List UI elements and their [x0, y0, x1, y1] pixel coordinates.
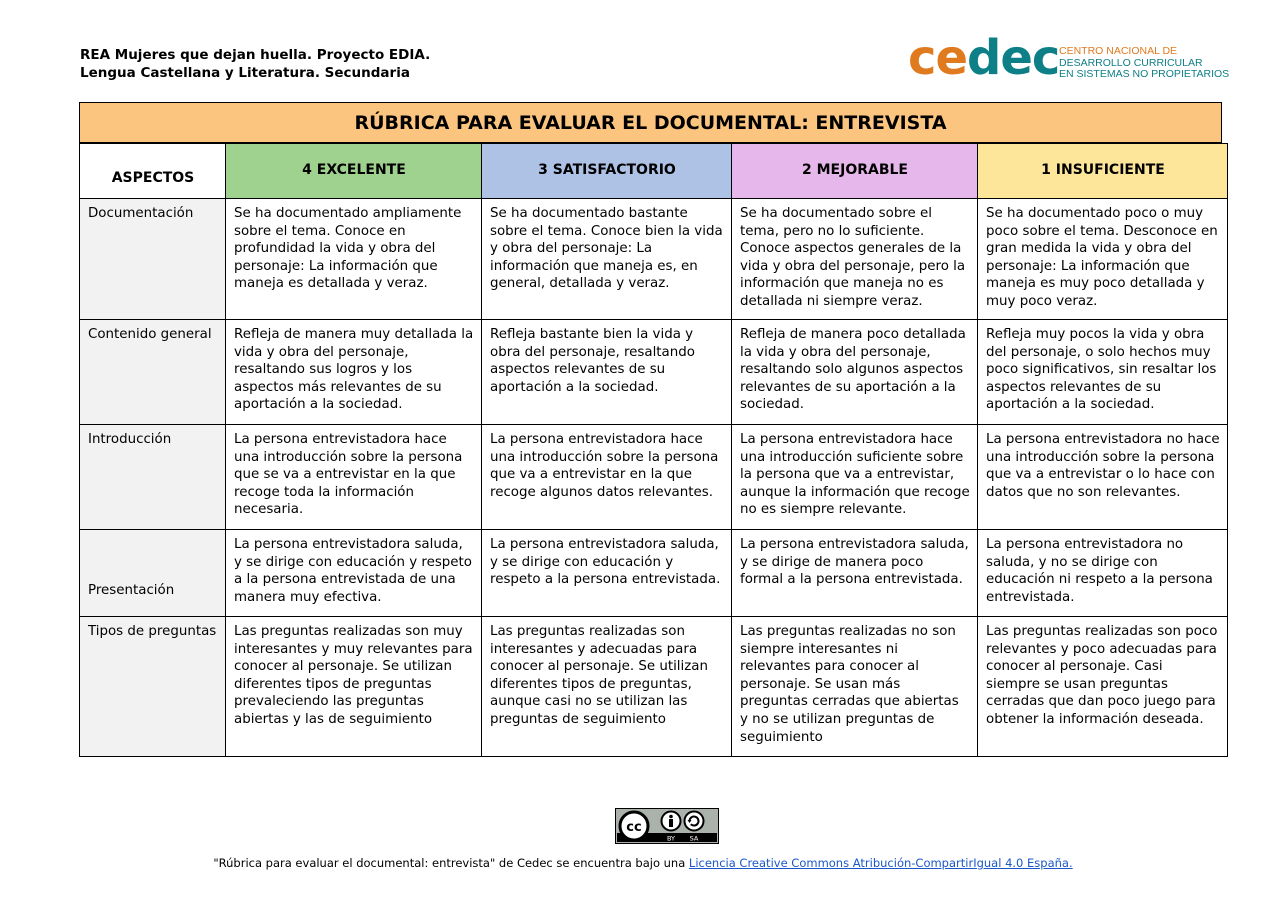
level-satisfactorio-header: 3 SATISFACTORIO	[482, 144, 732, 199]
license-text: "Rúbrica para evaluar el documental: entrevista" de Cedec se encuentra bajo una	[213, 856, 689, 870]
table-row	[80, 617, 1228, 757]
aspect-cell: Presentación	[80, 530, 226, 617]
license-footer	[0, 856, 1286, 870]
rubric-cell: La persona entrevistadora saluda, y se dirige con educación y respeto a la persona entrevistada.	[482, 530, 732, 617]
rubric-cell: La persona entrevistadora saluda, y se dirige con educación y respeto a la persona entrevistada de una manera muy efectiva.	[226, 530, 482, 617]
rubric-cell: Las preguntas realizadas son poco relevantes y poco adecuadas para conocer al personaje. Casi siempre se usan preguntas cerradas que dan poco juego para obtener la información deseada.	[978, 617, 1228, 757]
rubric-cell: La persona entrevistadora hace una introducción suficiente sobre la persona que va a entrevistar, aunque la información que recoge no es siempre relevante.	[732, 425, 978, 530]
rubric-cell: Refleja muy pocos la vida y obra del personaje, o solo hechos muy poco significativos, sin resaltar los aspectos relevantes de su aportación a la sociedad.	[978, 320, 1228, 425]
license-link[interactable]: Licencia Creative Commons Atribución-CompartirIgual 4.0 España.	[688, 856, 1073, 870]
badge-by-label: BY	[666, 834, 676, 843]
logo-subtitle	[1059, 46, 1229, 81]
logo-sub-3: EN SISTEMAS NO PROPIETARIOS	[1059, 68, 1230, 80]
header-row	[80, 144, 1228, 199]
aspect-cell: Contenido general	[80, 320, 226, 425]
rubric-cell: La persona entrevistadora no saluda, y no se dirige con educación ni respeto a la persona entrevistada.	[978, 530, 1228, 617]
logo-word-ce: ce	[908, 30, 968, 86]
rubric-cell: Refleja de manera muy detallada la vida y obra del personaje, resaltando sus logros y los aspectos más relevantes de su aportación a la sociedad.	[226, 320, 482, 425]
aspects-header: ASPECTOS	[80, 144, 226, 199]
rubric-cell: Refleja de manera poco detallada la vida y obra del personaje, resaltando solo algunos aspectos relevantes de su aportación a la sociedad.	[732, 320, 978, 425]
rubric-table	[79, 143, 1228, 757]
logo-sub-1: CENTRO NACIONAL DE	[1059, 45, 1178, 57]
header-line-1: REA Mujeres que dejan huella. Proyecto EDIA.	[80, 47, 431, 63]
table-row	[80, 199, 1228, 320]
rubric-cell: Refleja bastante bien la vida y obra del personaje, resaltando aspectos relevantes de su aportación a la sociedad.	[482, 320, 732, 425]
rubric-cell: Las preguntas realizadas son interesantes y adecuadas para conocer al personaje. Se utilizan diferentes tipos de preguntas, aunque casi no se utilizan las preguntas de seguimiento	[482, 617, 732, 757]
rubric-cell: Se ha documentado bastante sobre el tema. Conoce bien la vida y obra del personaje: La información que maneja es, en general, detallada y veraz.	[482, 199, 732, 320]
svg-text:cc: cc	[626, 820, 642, 835]
rubric-cell: La persona entrevistadora saluda, y se dirige de manera poco formal a la persona entrevistada.	[732, 530, 978, 617]
aspect-cell: Introducción	[80, 425, 226, 530]
level-insuficiente-header: 1 INSUFICIENTE	[978, 144, 1228, 199]
aspect-cell: Tipos de preguntas	[80, 617, 226, 757]
level-excelente-header: 4 EXCELENTE	[226, 144, 482, 199]
rubric-cell: Se ha documentado poco o muy poco sobre el tema. Desconoce en gran medida la vida y obra del personaje: La información que maneja es muy poco detallada y muy poco veraz.	[978, 199, 1228, 320]
cc-by-sa-badge[interactable]	[615, 808, 719, 844]
level-mejorable-header: 2 MEJORABLE	[732, 144, 978, 199]
rubric-cell: Las preguntas realizadas son muy interesantes y muy relevantes para conocer al personaje. Se utilizan diferentes tipos de preguntas prevaleciendo las preguntas abiertas y las de seguimiento	[226, 617, 482, 757]
table-row	[80, 320, 1228, 425]
document-header	[80, 46, 430, 82]
logo-wordmark	[908, 28, 1059, 88]
cedec-logo	[905, 30, 1235, 88]
table-row	[80, 530, 1228, 617]
table-row	[80, 425, 1228, 530]
cc-license-icon	[615, 808, 719, 844]
logo-sub-2: DESARROLLO CURRICULAR	[1059, 56, 1203, 69]
rubric-cell: Se ha documentado sobre el tema, pero no lo suficiente. Conoce aspectos generales de la vida y obra del personaje, pero la información que maneja no es detallada ni siempre veraz.	[732, 199, 978, 320]
logo-word-dec: dec	[967, 30, 1060, 86]
badge-sa-label: SA	[689, 834, 699, 843]
header-line-2: Lengua Castellana y Literatura. Secundaria	[80, 65, 410, 81]
rubric-cell: Las preguntas realizadas no son siempre interesantes ni relevantes para conocer al personaje. Se usan más preguntas cerradas que abiertas y no se utilizan preguntas de seguimiento	[732, 617, 978, 757]
rubric-cell: La persona entrevistadora hace una introducción sobre la persona que va a entrevistar en la que recoge algunos datos relevantes.	[482, 425, 732, 530]
rubric-cell: La persona entrevistadora hace una introducción sobre la persona que se va a entrevistar en la que recoge toda la información necesaria.	[226, 425, 482, 530]
rubric-cell: Se ha documentado ampliamente sobre el tema. Conoce en profundidad la vida y obra del personaje: La información que maneja es detallada y veraz.	[226, 199, 482, 320]
rubric-cell: La persona entrevistadora no hace una introducción sobre la persona que va a entrevistar o lo hace con datos que no son relevantes.	[978, 425, 1228, 530]
rubric-title: RÚBRICA PARA EVALUAR EL DOCUMENTAL: ENTREVISTA	[79, 102, 1222, 143]
aspect-cell: Documentación	[80, 199, 226, 320]
